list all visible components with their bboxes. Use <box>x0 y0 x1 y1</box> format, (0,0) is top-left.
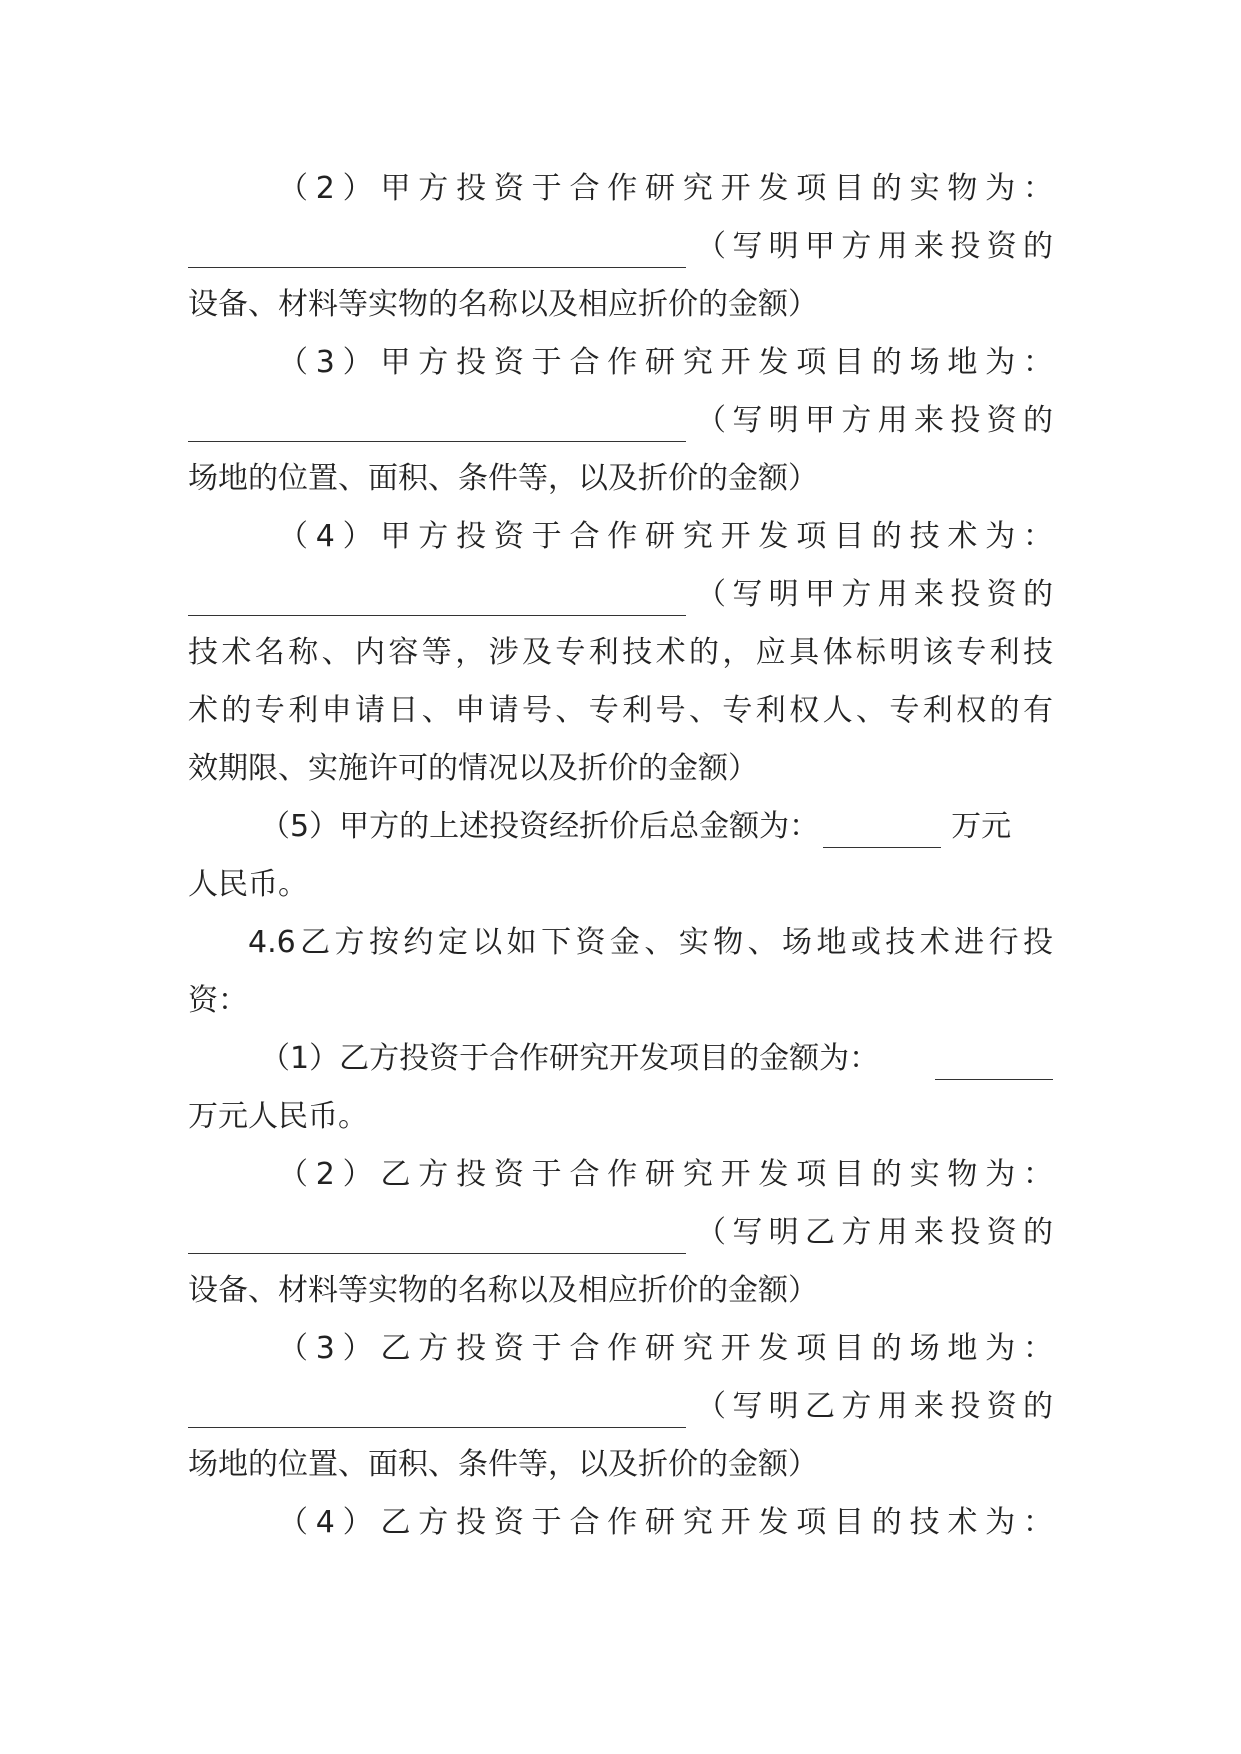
party-b-item3-note-end: 场地的位置、面积、条件等，以及折价的金额） <box>188 1447 818 1482</box>
party-b-item4-title: （4）乙方投资于合作研究开发项目的技术为： <box>278 1505 1053 1540</box>
party-a-item3-note-end: 场地的位置、面积、条件等，以及折价的金额） <box>188 461 818 496</box>
party-a-item5-line <box>188 798 1053 856</box>
party-a-item4-note-line1: 技术名称、内容等，涉及专利技术的，应具体标明该专利技 <box>188 635 1053 670</box>
party-a-item3-title: （3）甲方投资于合作研究开发项目的场地为： <box>278 345 1053 380</box>
party-a-item2-title: （2）甲方投资于合作研究开发项目的实物为： <box>278 171 1053 206</box>
fill-in-blank[interactable] <box>188 401 686 442</box>
party-a-item5-line2: 人民币。 <box>188 867 308 902</box>
party-a-item3-note-start: （写明甲方用来投资的 <box>696 403 1053 438</box>
party-a-item2-blank-line <box>188 218 1053 276</box>
party-b-item3-note-start: （写明乙方用来投资的 <box>696 1389 1053 1424</box>
section-4-6-line2: 资： <box>188 983 248 1018</box>
amount-blank[interactable] <box>823 807 941 848</box>
party-a-item4-note-start: （写明甲方用来投资的 <box>696 577 1053 612</box>
party-a-item3-blank-line <box>188 392 1053 450</box>
party-b-item2-note-end: 设备、材料等实物的名称以及相应折价的金额） <box>188 1273 818 1308</box>
party-b-item1-text: （1）乙方投资于合作研究开发项目的金额为： <box>260 1041 880 1076</box>
party-a-item4-blank-line <box>188 566 1053 624</box>
party-b-item2-note-start: （写明乙方用来投资的 <box>696 1215 1053 1250</box>
party-a-item2-note-start: （写明甲方用来投资的 <box>696 229 1053 264</box>
fill-in-blank[interactable] <box>188 1387 686 1428</box>
party-a-item4-note-line2: 术的专利申请日、申请号、专利号、专利权人、专利权的有 <box>188 693 1053 728</box>
party-b-item3-blank-line <box>188 1378 1053 1436</box>
fill-in-blank[interactable] <box>188 227 686 268</box>
party-a-item4-note-line3: 效期限、实施许可的情况以及折价的金额） <box>188 751 758 786</box>
section-4-6-line1: 4.6乙方按约定以如下资金、实物、场地或技术进行投 <box>248 925 1053 960</box>
party-a-item5-unit: 万元 <box>951 809 1012 844</box>
party-b-item2-title: （2）乙方投资于合作研究开发项目的实物为： <box>278 1157 1053 1192</box>
fill-in-blank[interactable] <box>188 1213 686 1254</box>
party-b-item1-line <box>188 1030 1053 1088</box>
fill-in-blank[interactable] <box>188 575 686 616</box>
party-a-item4-title: （4）甲方投资于合作研究开发项目的技术为： <box>278 519 1053 554</box>
amount-blank[interactable] <box>935 1039 1053 1080</box>
party-b-item2-blank-line <box>188 1204 1053 1262</box>
party-a-item2-note-end: 设备、材料等实物的名称以及相应折价的金额） <box>188 287 818 322</box>
party-b-item1-line2: 万元人民币。 <box>188 1099 368 1134</box>
party-b-item3-title: （3）乙方投资于合作研究开发项目的场地为： <box>278 1331 1053 1366</box>
party-a-item5-text: （5）甲方的上述投资经折价后总金额为： <box>260 809 820 844</box>
